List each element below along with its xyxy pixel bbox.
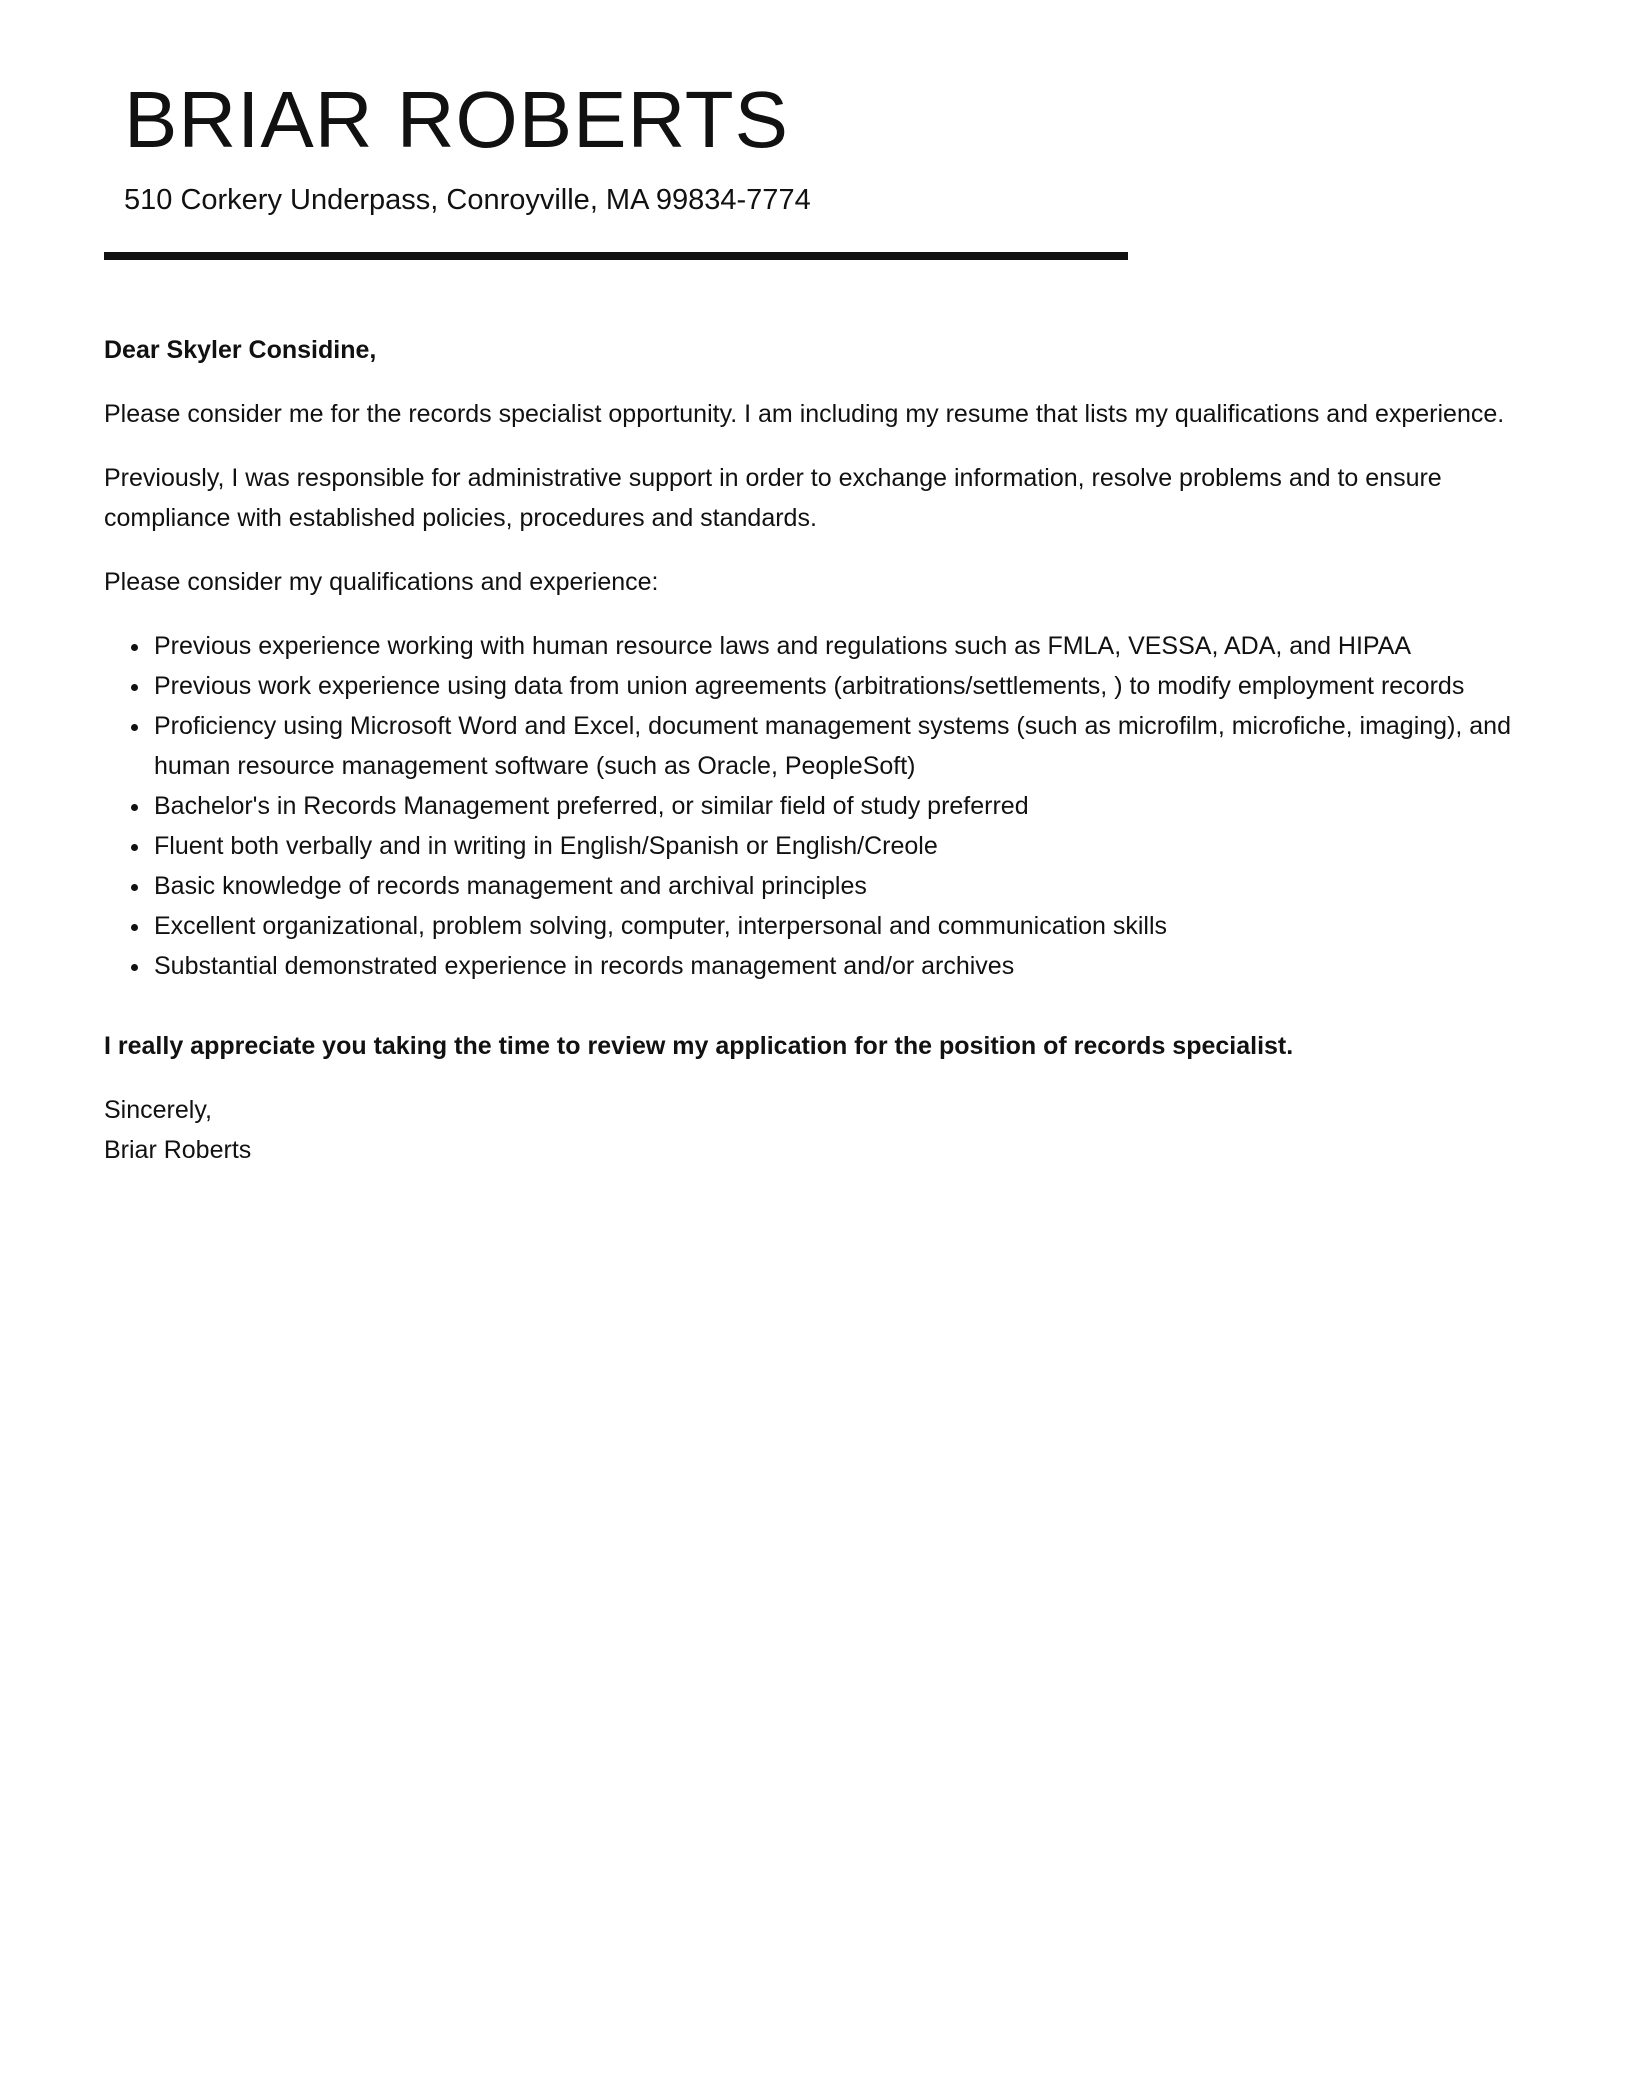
sender-address: 510 Corkery Underpass, Conroyville, MA 99834-7774: [124, 184, 811, 216]
closing-paragraph: I really appreciate you taking the time to review my application for the position of records specialist.: [104, 1032, 1294, 1060]
list-item: • Bachelor's in Records Management preferred, or similar field of study preferred: [152, 786, 1524, 826]
qualifications-intro: Please consider my qualifications and experience:: [104, 568, 659, 596]
sender-name: BRIAR ROBERTS: [124, 75, 789, 164]
signoff: Sincerely,: [104, 1096, 212, 1124]
list-item: • Basic knowledge of records management and archival principles: [152, 866, 1524, 906]
letter-header: [104, 70, 1128, 260]
list-item: • Previous work experience using data from union agreements (arbitrations/settlements, ) to modify employment records: [152, 666, 1524, 706]
list-item: • Proficiency using Microsoft Word and Excel, document management systems (such as microfilm, microfiche, imaging), and human resource management software (such as Oracle, PeopleSoft): [152, 706, 1524, 786]
salutation: Dear Skyler Considine,: [104, 336, 377, 364]
signature-name: Briar Roberts: [104, 1136, 252, 1164]
list-item: • Excellent organizational, problem solving, computer, interpersonal and communication skills: [152, 906, 1524, 946]
qualifications-list: [104, 626, 1524, 986]
intro-paragraph: Please consider me for the records specialist opportunity. I am including my resume that lists my qualifications and experience.: [104, 400, 1505, 428]
header-divider: [104, 252, 1128, 260]
list-item: • Fluent both verbally and in writing in English/Spanish or English/Creole: [152, 826, 1524, 866]
letter-body: [104, 330, 1524, 1170]
experience-paragraph: Previously, I was responsible for administrative support in order to exchange information, resolve problems and to ensure compliance with established policies, procedures and standards.: [104, 464, 1442, 532]
list-item: • Previous experience working with human resource laws and regulations such as FMLA, VESSA, ADA, and HIPAA: [152, 626, 1524, 666]
list-item: • Substantial demonstrated experience in records management and/or archives: [152, 946, 1524, 986]
